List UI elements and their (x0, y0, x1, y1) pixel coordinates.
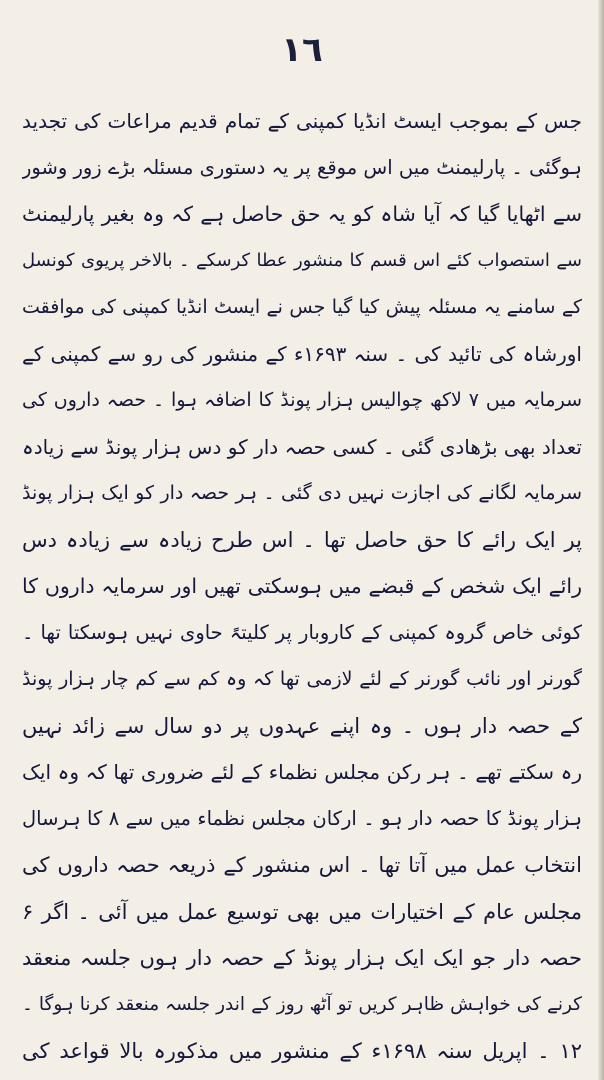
text-line: گورنر اور نائب گورنر کے لئے لازمی تھا کہ وہ کم سے کم چار ہزار پونڈ (22, 668, 582, 690)
text-line: رائے ایک شخص کے قبضے میں ہوسکتی تھیں اور سرمایہ داروں کا (22, 574, 582, 598)
text-line: کرنے کی خواہش ظاہر کریں تو آٹھ روز کے اندر جلسہ منعقد کرنا ہوگا ۔ (22, 993, 582, 1015)
text-line: مجلس عام کے اختیارات میں بھی توسیع عمل میں آئی ۔ اگر ۶ (22, 899, 582, 924)
text-line: حصہ دار جو ایک ایک ہزار پونڈ کے حصہ دار ہوں جلسہ منعقد (22, 946, 582, 970)
text-line: سے استصواب کئے اس قسم کا منشور عطا کرسکے ۔ بالاخر پریوی کونسل (22, 249, 582, 271)
text-line: کوئی خاص گروہ کمپنی کے کاروبار پر کلیتہً حاوی نہیں ہوسکتا تھا ۔ (22, 620, 582, 644)
text-line: سرمایہ لگانے کی اجازت نہیں دی گئی ۔ ہر حصہ دار کو ایک ہزار پونڈ (22, 482, 582, 504)
text-line: کے سامنے یہ مسئلہ پیش کیا گیا جس نے ایسٹ انڈیا کمپنی کی موافقت (22, 296, 582, 318)
text-line: پر ایک رائے کا حق حاصل تھا ۔ اس طرح زیادہ سے زیادہ دس (22, 527, 582, 552)
page-number: ١٦ (281, 30, 323, 70)
text-line: سرمایہ میں ۷ لاکھ چوالیس ہزار پونڈ کا اضافہ ہوا ۔ حصہ داروں کی (22, 389, 582, 411)
text-line: ہوگئی ۔ پارلیمنٹ میں اس موقع پر یہ دستوری مسئلہ بڑے زور وشور (22, 155, 582, 179)
page-edge-shadow (598, 0, 604, 1080)
text-line: کے حصہ دار ہوں ۔ وہ اپنے عہدوں پر دو سال سے زائد نہیں (22, 713, 582, 738)
text-line: اورشاہ کی تائید کی ۔ سنہ ۱۶۹۳ء کے منشور کی رو سے کمپنی کے (22, 341, 582, 366)
text-line: انتخاب عمل میں آتا تھا ۔ اس منشور کے ذریعہ حصہ داروں کی (22, 853, 582, 877)
text-line: جس کے بموجب ایسٹ انڈیا کمپنی کے تمام قدیم مراعات کی تجدید (22, 109, 582, 133)
text-line: تعداد بھی بڑھادی گئی ۔ کسی حصہ دار کو دس ہزار پونڈ سے زیادہ (22, 434, 582, 459)
text-line: ہزار پونڈ کا حصہ دار ہو ۔ ارکان مجلس نظماء میں سے ۸ کا ہرسال (22, 806, 582, 830)
body-text (22, 98, 582, 1075)
text-line: رہ سکتے تھے ۔ ہر رکن مجلس نظماء کے لئے ضروری تھا کہ وہ ایک (22, 760, 582, 784)
text-line: ۱۲ ۔ اپریل سنہ ۱۶۹۸ء کے منشور میں مذکورہ بالا قواعد کی (22, 1039, 582, 1063)
text-line: سے اٹھایا گیا کہ آیا شاہ کو یہ حق حاصل ہے کہ وہ بغیر پارلیمنٹ (22, 202, 582, 226)
